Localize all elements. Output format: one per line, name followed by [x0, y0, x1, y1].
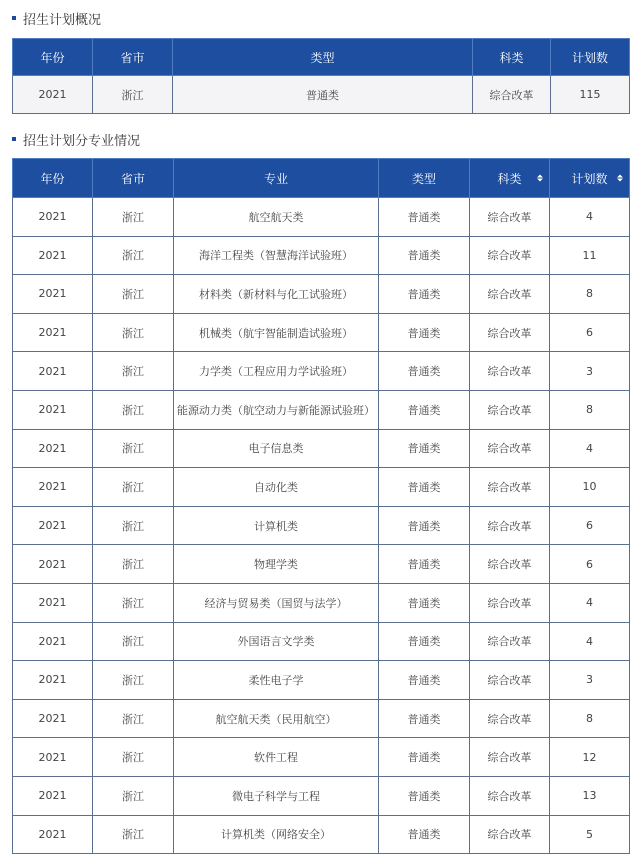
cell-major: 海洋工程类（智慧海洋试验班） — [174, 236, 379, 275]
cell-subject: 综合改革 — [470, 429, 550, 468]
cell-major: 软件工程 — [174, 738, 379, 777]
cell-subject: 综合改革 — [470, 198, 550, 237]
cell-province: 浙江 — [93, 390, 174, 429]
cell-subject: 综合改革 — [470, 815, 550, 854]
cell-year: 2021 — [13, 236, 93, 275]
by-major-title-text: 招生计划分专业情况 — [23, 133, 141, 149]
table-row — [13, 429, 630, 468]
cell-subject: 综合改革 — [470, 622, 550, 661]
table-row — [13, 583, 630, 622]
header-major: 专业 — [174, 159, 379, 198]
table-row — [13, 76, 630, 114]
cell-province: 浙江 — [93, 236, 174, 275]
header-plan-count-label: 计划数 — [571, 171, 608, 186]
header-subject-label: 科类 — [497, 171, 522, 186]
cell-plan-count: 8 — [550, 390, 630, 429]
cell-province: 浙江 — [93, 429, 174, 468]
overview-section-title — [12, 8, 101, 28]
cell-type: 普通类 — [379, 313, 470, 352]
cell-year: 2021 — [13, 275, 93, 314]
header-year: 年份 — [13, 159, 93, 198]
table-row — [13, 738, 630, 777]
cell-year: 2021 — [13, 545, 93, 584]
cell-major: 能源动力类（航空动力与新能源试验班） — [174, 390, 379, 429]
cell-plan-count: 8 — [550, 275, 630, 314]
cell-subject: 综合改革 — [470, 313, 550, 352]
cell-province: 浙江 — [93, 661, 174, 700]
cell-year: 2021 — [13, 622, 93, 661]
bullet-icon — [12, 16, 16, 20]
cell-province: 浙江 — [93, 815, 174, 854]
cell-province: 浙江 — [93, 738, 174, 777]
cell-type: 普通类 — [379, 776, 470, 815]
cell-plan-count: 5 — [550, 815, 630, 854]
table-row — [13, 313, 630, 352]
cell-major: 柔性电子学 — [174, 661, 379, 700]
cell-major: 微电子科学与工程 — [174, 776, 379, 815]
cell-major: 机械类（航宇智能制造试验班） — [174, 313, 379, 352]
overview-title-text: 招生计划概况 — [23, 12, 102, 28]
cell-major: 电子信息类 — [174, 429, 379, 468]
cell-type: 普通类 — [379, 738, 470, 777]
table-row — [13, 198, 630, 237]
bullet-icon — [12, 137, 16, 141]
cell-type: 普通类 — [379, 198, 470, 237]
cell-type: 普通类 — [379, 468, 470, 507]
cell-type: 普通类 — [173, 76, 473, 114]
header-type: 类型 — [379, 159, 470, 198]
cell-plan-count: 4 — [550, 429, 630, 468]
by-major-section-title — [12, 129, 140, 149]
cell-subject: 综合改革 — [470, 390, 550, 429]
cell-subject: 综合改革 — [470, 275, 550, 314]
cell-plan-count: 6 — [550, 545, 630, 584]
table-row — [13, 390, 630, 429]
table-row — [13, 661, 630, 700]
cell-subject: 综合改革 — [470, 545, 550, 584]
cell-province: 浙江 — [93, 313, 174, 352]
cell-type: 普通类 — [379, 622, 470, 661]
cell-major: 计算机类 — [174, 506, 379, 545]
cell-plan-count: 115 — [551, 76, 630, 114]
table-row — [13, 275, 630, 314]
cell-type: 普通类 — [379, 236, 470, 275]
cell-type: 普通类 — [379, 545, 470, 584]
cell-province: 浙江 — [93, 352, 174, 391]
cell-year: 2021 — [13, 738, 93, 777]
cell-subject: 综合改革 — [473, 76, 551, 114]
cell-major: 航空航天类 — [174, 198, 379, 237]
cell-province: 浙江 — [93, 275, 174, 314]
cell-plan-count: 4 — [550, 583, 630, 622]
header-province: 省市 — [93, 39, 173, 76]
cell-major: 材料类（新材料与化工试验班） — [174, 275, 379, 314]
cell-type: 普通类 — [379, 352, 470, 391]
cell-subject: 综合改革 — [470, 236, 550, 275]
cell-plan-count: 11 — [550, 236, 630, 275]
cell-province: 浙江 — [93, 622, 174, 661]
table-row — [13, 776, 630, 815]
cell-plan-count: 3 — [550, 352, 630, 391]
cell-plan-count: 10 — [550, 468, 630, 507]
table-row — [13, 622, 630, 661]
header-year: 年份 — [13, 39, 93, 76]
cell-year: 2021 — [13, 661, 93, 700]
header-plan-count-sortable[interactable] — [550, 159, 630, 198]
cell-major: 力学类（工程应用力学试验班） — [174, 352, 379, 391]
cell-province: 浙江 — [93, 198, 174, 237]
sort-icon[interactable] — [617, 175, 623, 182]
cell-year: 2021 — [13, 506, 93, 545]
cell-subject: 综合改革 — [470, 506, 550, 545]
cell-year: 2021 — [13, 198, 93, 237]
cell-subject: 综合改革 — [470, 468, 550, 507]
header-province: 省市 — [93, 159, 174, 198]
cell-major: 航空航天类（民用航空） — [174, 699, 379, 738]
cell-type: 普通类 — [379, 583, 470, 622]
cell-subject: 综合改革 — [470, 583, 550, 622]
overview-header-row — [13, 39, 630, 76]
cell-plan-count: 13 — [550, 776, 630, 815]
cell-major: 物理学类 — [174, 545, 379, 584]
cell-plan-count: 12 — [550, 738, 630, 777]
cell-type: 普通类 — [379, 390, 470, 429]
table-row — [13, 352, 630, 391]
cell-province: 浙江 — [93, 506, 174, 545]
cell-province: 浙江 — [93, 76, 173, 114]
cell-major: 自动化类 — [174, 468, 379, 507]
cell-year: 2021 — [13, 583, 93, 622]
header-type: 类型 — [173, 39, 473, 76]
cell-subject: 综合改革 — [470, 776, 550, 815]
cell-major: 外国语言文学类 — [174, 622, 379, 661]
header-subject-sortable[interactable] — [470, 159, 550, 198]
cell-province: 浙江 — [93, 699, 174, 738]
by-major-header-row — [13, 159, 630, 198]
cell-province: 浙江 — [93, 776, 174, 815]
cell-year: 2021 — [13, 815, 93, 854]
cell-plan-count: 4 — [550, 622, 630, 661]
cell-major: 经济与贸易类（国贸与法学） — [174, 583, 379, 622]
table-row — [13, 815, 630, 854]
header-plan-count: 计划数 — [551, 39, 630, 76]
overview-table — [12, 38, 630, 114]
cell-type: 普通类 — [379, 506, 470, 545]
cell-plan-count: 6 — [550, 506, 630, 545]
table-row — [13, 468, 630, 507]
cell-year: 2021 — [13, 429, 93, 468]
cell-type: 普通类 — [379, 661, 470, 700]
cell-year: 2021 — [13, 313, 93, 352]
cell-plan-count: 4 — [550, 198, 630, 237]
cell-province: 浙江 — [93, 545, 174, 584]
table-row — [13, 506, 630, 545]
cell-plan-count: 6 — [550, 313, 630, 352]
cell-year: 2021 — [13, 776, 93, 815]
cell-province: 浙江 — [93, 583, 174, 622]
cell-type: 普通类 — [379, 429, 470, 468]
cell-subject: 综合改革 — [470, 738, 550, 777]
header-subject: 科类 — [473, 39, 551, 76]
table-row — [13, 236, 630, 275]
cell-year: 2021 — [13, 76, 93, 114]
cell-province: 浙江 — [93, 468, 174, 507]
cell-type: 普通类 — [379, 699, 470, 738]
cell-year: 2021 — [13, 699, 93, 738]
cell-plan-count: 3 — [550, 661, 630, 700]
by-major-table — [12, 158, 630, 854]
cell-plan-count: 8 — [550, 699, 630, 738]
cell-year: 2021 — [13, 468, 93, 507]
cell-year: 2021 — [13, 390, 93, 429]
cell-subject: 综合改革 — [470, 661, 550, 700]
cell-year: 2021 — [13, 352, 93, 391]
cell-type: 普通类 — [379, 275, 470, 314]
cell-subject: 综合改革 — [470, 352, 550, 391]
table-row — [13, 699, 630, 738]
cell-subject: 综合改革 — [470, 699, 550, 738]
cell-type: 普通类 — [379, 815, 470, 854]
cell-major: 计算机类（网络安全） — [174, 815, 379, 854]
sort-icon[interactable] — [537, 175, 543, 182]
table-row — [13, 545, 630, 584]
